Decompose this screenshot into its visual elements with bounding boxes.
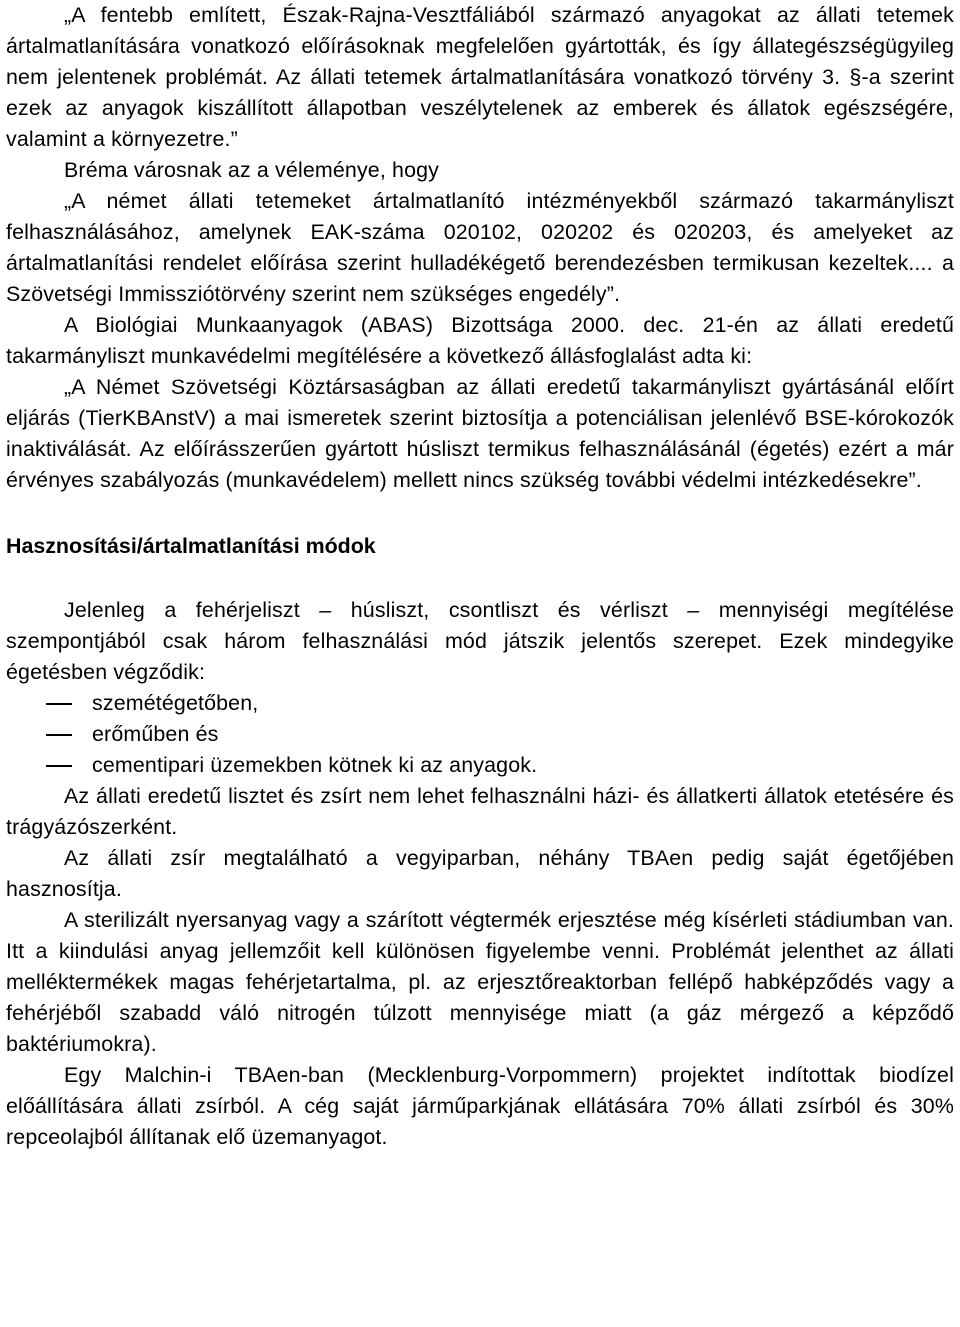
quote-paragraph-3: „A Német Szövetségi Köztársaságban az állati eredetű takarmányliszt gyártásánál előírt eljárás (TierKBAnstV) a mai ismeretek szerint biztosítja a potenciálisan jelenlévő BSE-kórokozók inaktiválását. Az előírásszerűen gyártott húsliszt termikus felhasználásánál (égetés) ezért a már érvényes szabályozás (munkavédelem) mellett nincs szükség további védelmi intézkedésekre”.: [6, 375, 954, 492]
section-heading: Hasznosítási/ártalmatlanítási módok: [6, 534, 376, 558]
paragraph-fat: Az állati zsír megtalálható a vegyiparban, néhány TBAen pedig saját égetőjében hasznosítja.: [6, 846, 954, 901]
list-item: szemétégetőben,: [6, 688, 954, 719]
dash-icon: [46, 734, 72, 736]
paragraph-feeding: Az állati eredetű lisztet és zsírt nem lehet felhasználni házi- és állatkerti állatok etetésére és trágyázószerként.: [6, 784, 954, 839]
quote-paragraph-1: „A fentebb említett, Észak-Rajna-Vesztfáliából származó anyagokat az állati tetemek ártalmatlanítására vonatkozó előírásoknak megfelelően gyártották, és így állategészségügyileg nem jelentenek problémát. Az állati tetemek ártalmatlanítására vonatkozó törvény 3. §-a szerint ezek az anyagok kiszállított állapotban veszélytelenek az emberek és állatok egészségére, valamint a környezetre.”: [6, 3, 954, 151]
quote-paragraph-2: „A német állati tetemeket ártalmatlanító intézményekből származó takarmányliszt felhasználásához, amelynek EAK-száma 020102, 020202 és 020203, és amelyeket az ártalmatlanítási rendelet előírása szerint hulladékégető berendezésben termikusan kezeltek.... a Szövetségi Immissziótörvény szerint nem szükséges engedély”.: [6, 189, 954, 306]
paragraph-abas: A Biológiai Munkaanyagok (ABAS) Bizottsága 2000. dec. 21-én az állati eredetű takarmányliszt munkavédelmi megítélésére a következő állásfoglalást adta ki:: [6, 313, 954, 368]
usage-list: [6, 688, 954, 781]
list-item: erőműben és: [6, 719, 954, 750]
list-item: cementipari üzemekben kötnek ki az anyagok.: [6, 750, 954, 781]
paragraph-brema: Bréma városnak az a véleménye, hogy: [64, 158, 440, 182]
paragraph-fermentation: A sterilizált nyersanyag vagy a szárított végtermék erjesztése még kísérleti stádiumban van. Itt a kiindulási anyag jellemzőit kell különösen figyelembe venni. Problémát jelenthet az állati melléktermékek magas fehérjetartalma, pl. az erjesztőreaktorban fellépő habképződés vagy a fehérjéből szabadd váló nitrogén túlzott mennyisége miatt (a gáz mérgező a képződő baktériumokra).: [6, 908, 954, 1056]
section-intro: Jelenleg a fehérjeliszt – húsliszt, csontliszt és vérliszt – mennyiségi megítélése szempontjából csak három felhasználási mód játszik jelentős szerepet. Ezek mindegyike égetésben végződik:: [6, 598, 954, 684]
paragraph-biodiesel: Egy Malchin-i TBAen-ban (Mecklenburg-Vorpommern) projektet indítottak biodízel előállítására állati zsírból. A cég saját járműparkjának ellátására 70% állati zsírból és 30% repceolajból állítanak elő üzemanyagot.: [6, 1063, 954, 1149]
dash-icon: [46, 703, 72, 705]
dash-icon: [46, 765, 72, 767]
